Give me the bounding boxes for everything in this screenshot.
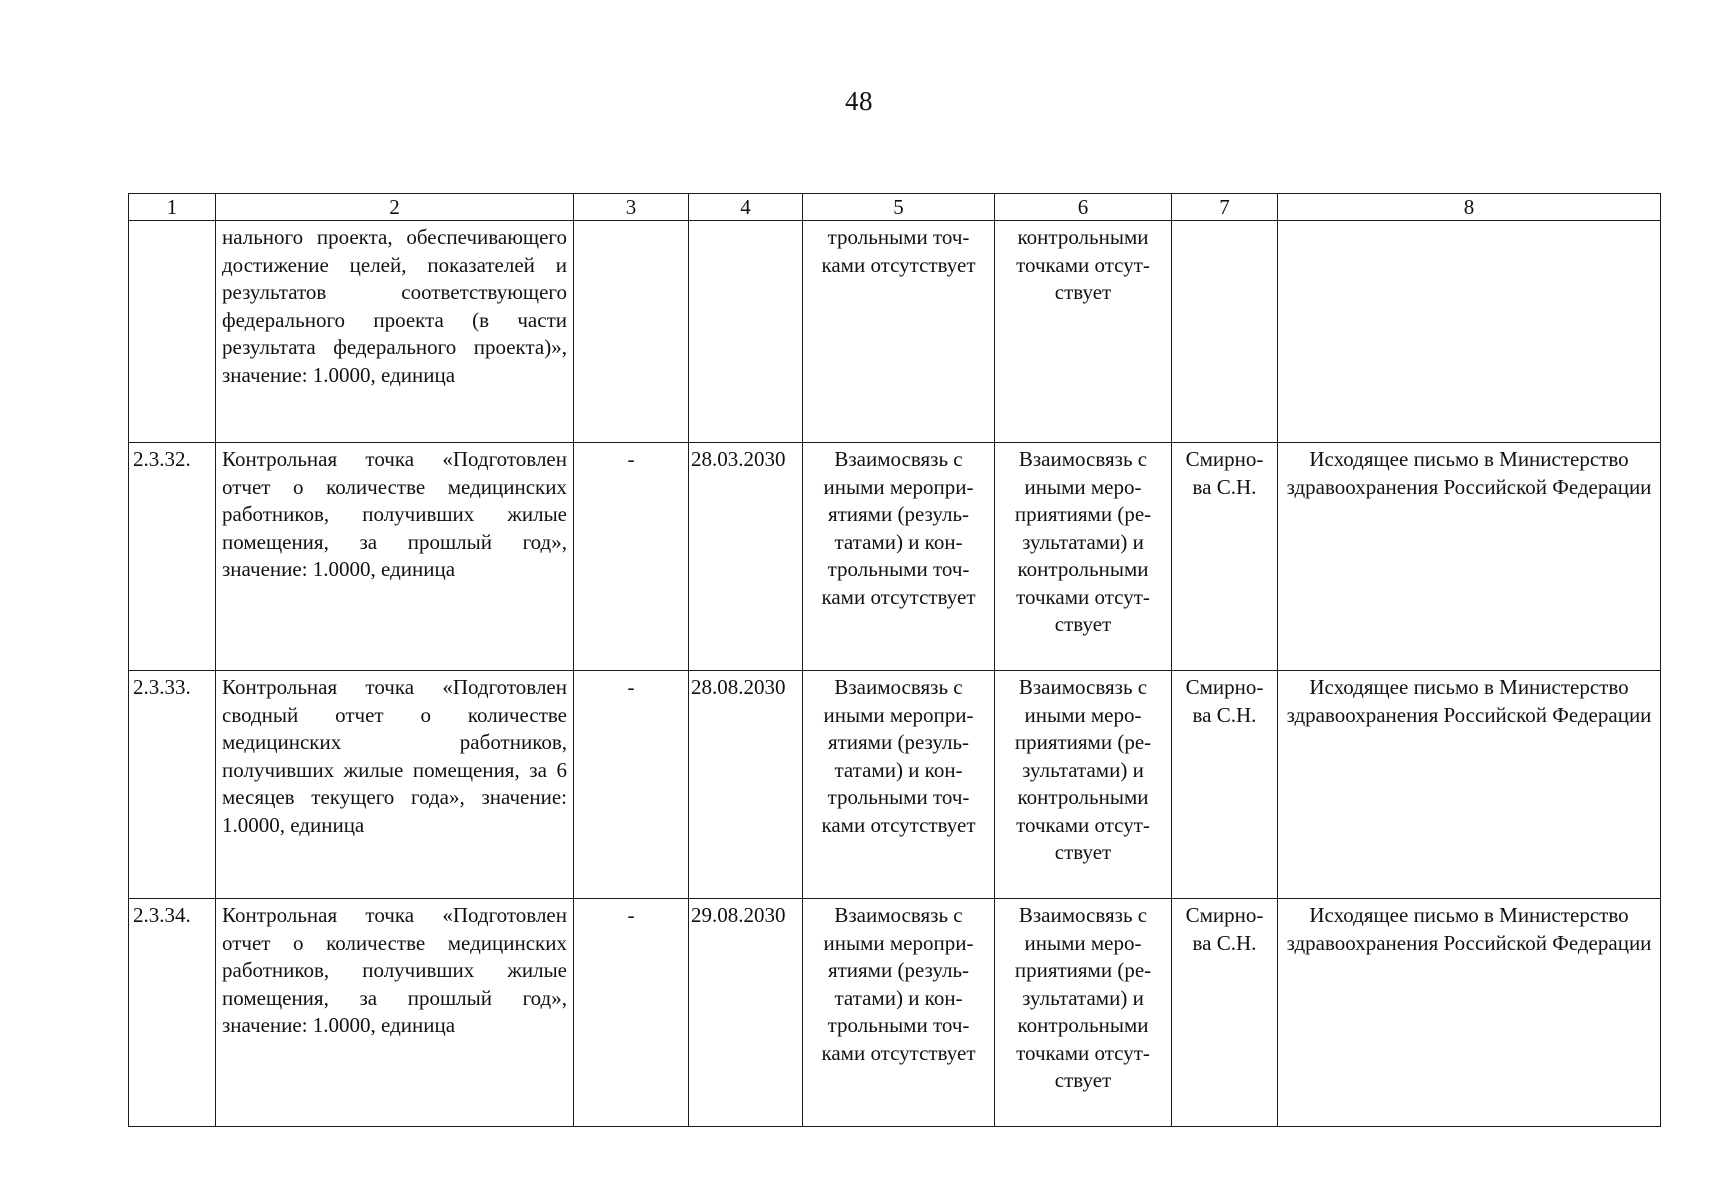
cell-col3: - xyxy=(574,899,689,1127)
cell-description: Контрольная точка «Подготовлен отчет о количестве медицинских работников, получивших жилые помещения, за прошлый год», значение: 1.0000, единица xyxy=(216,899,574,1127)
cell-responsible xyxy=(1172,221,1278,443)
cell-col3 xyxy=(574,221,689,443)
cell-date: 28.03.2030 xyxy=(689,443,803,671)
cell-col5: Взаимосвязь с иными меропри- ятиями (резуль- татами) и кон- трольными точ- ками отсутствует xyxy=(803,899,995,1127)
cell-col6: контрольными точками отсут- ствует xyxy=(995,221,1172,443)
cell-col3: - xyxy=(574,671,689,899)
cell-document: Исходящее письмо в Министерство здравоохранения Российской Федерации xyxy=(1278,899,1661,1127)
cell-document xyxy=(1278,221,1661,443)
column-header-5: 5 xyxy=(803,194,995,221)
cell-responsible: Смирно- ва С.Н. xyxy=(1172,899,1278,1127)
cell-description: нального проекта, обеспечивающего достижение целей, показателей и результатов соответствующего федерального проекта (в части результата федерального проекта)», значение: 1.0000, единица xyxy=(216,221,574,443)
cell-date xyxy=(689,221,803,443)
cell-document: Исходящее письмо в Министерство здравоохранения Российской Федерации xyxy=(1278,671,1661,899)
table-row xyxy=(129,671,1661,899)
cell-description: Контрольная точка «Подготовлен сводный отчет о количестве медицинских работников, получивших жилые помещения, за 6 месяцев текущего года», значение: 1.0000, единица xyxy=(216,671,574,899)
cell-col5: Взаимосвязь с иными меропри- ятиями (резуль- татами) и кон- трольными точ- ками отсутствует xyxy=(803,671,995,899)
column-header-1: 1 xyxy=(129,194,216,221)
column-header-7: 7 xyxy=(1172,194,1278,221)
cell-responsible: Смирно- ва С.Н. xyxy=(1172,671,1278,899)
cell-number: 2.3.32. xyxy=(129,443,216,671)
cell-col5: трольными точ- ками отсутствует xyxy=(803,221,995,443)
column-header-8: 8 xyxy=(1278,194,1661,221)
table-header-row xyxy=(129,194,1661,221)
cell-document: Исходящее письмо в Министерство здравоохранения Российской Федерации xyxy=(1278,443,1661,671)
cell-col3: - xyxy=(574,443,689,671)
cell-col6: Взаимосвязь с иными меро- приятиями (ре- зультатами) и контрольными точками отсут- ствует xyxy=(995,443,1172,671)
cell-number xyxy=(129,221,216,443)
cell-number: 2.3.33. xyxy=(129,671,216,899)
cell-description: Контрольная точка «Подготовлен отчет о количестве медицинских работников, получивших жилые помещения, за прошлый год», значение: 1.0000, единица xyxy=(216,443,574,671)
column-header-2: 2 xyxy=(216,194,574,221)
column-header-6: 6 xyxy=(995,194,1172,221)
control-points-table xyxy=(128,193,1661,1127)
table-row-continuation xyxy=(129,221,1661,443)
table-row xyxy=(129,899,1661,1127)
cell-number: 2.3.34. xyxy=(129,899,216,1127)
cell-responsible: Смирно- ва С.Н. xyxy=(1172,443,1278,671)
table-row xyxy=(129,443,1661,671)
column-header-3: 3 xyxy=(574,194,689,221)
cell-col6: Взаимосвязь с иными меро- приятиями (ре- зультатами) и контрольными точками отсут- ствует xyxy=(995,899,1172,1127)
cell-col6: Взаимосвязь с иными меро- приятиями (ре- зультатами) и контрольными точками отсут- ствует xyxy=(995,671,1172,899)
page-number: 48 xyxy=(845,86,873,116)
cell-col5: Взаимосвязь с иными меропри- ятиями (резуль- татами) и кон- трольными точ- ками отсутствует xyxy=(803,443,995,671)
cell-date: 28.08.2030 xyxy=(689,671,803,899)
column-header-4: 4 xyxy=(689,194,803,221)
cell-date: 29.08.2030 xyxy=(689,899,803,1127)
